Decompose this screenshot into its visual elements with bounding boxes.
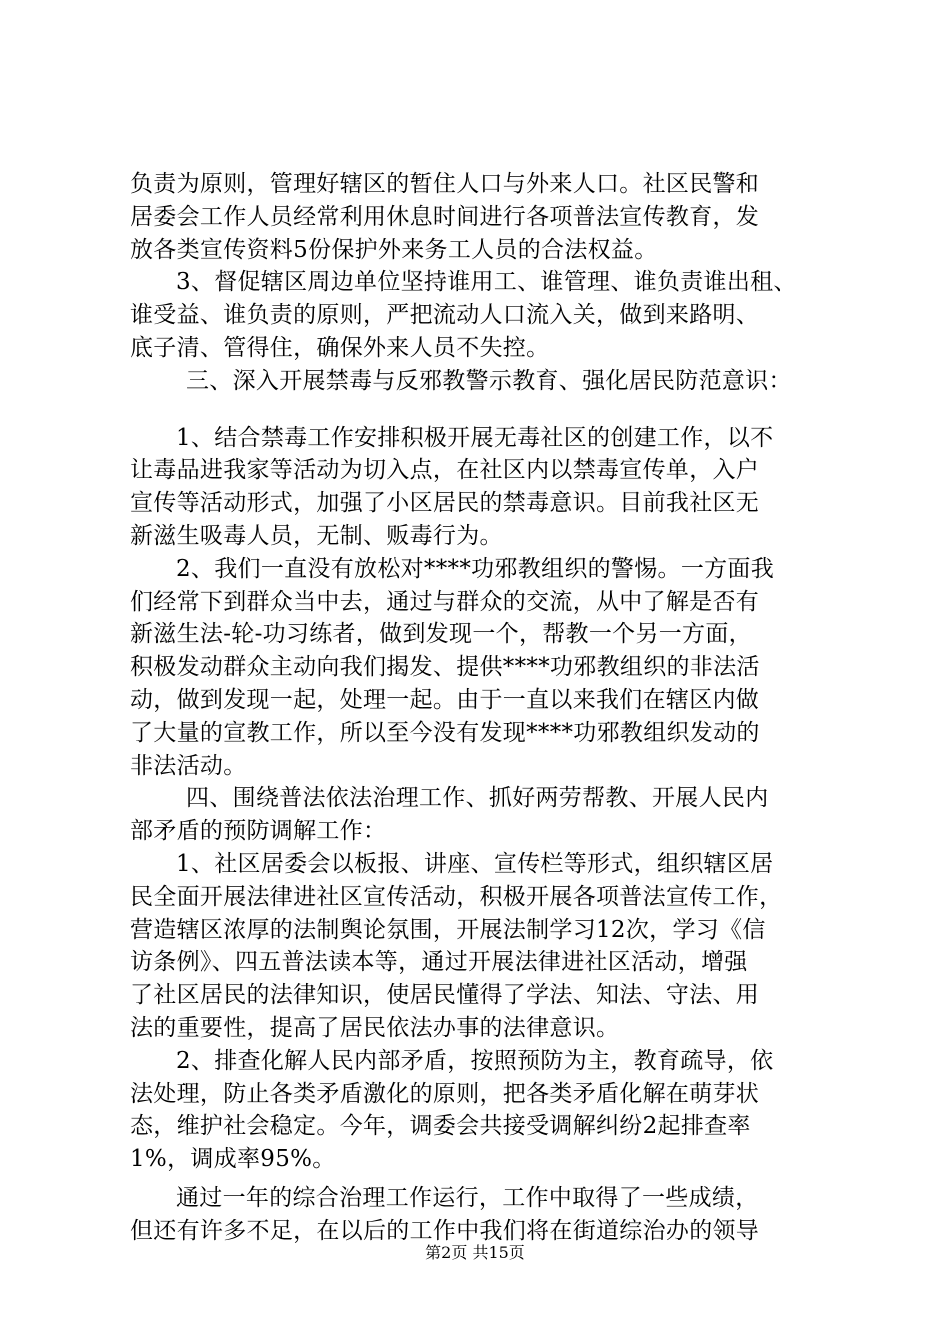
text-line: 2、排查化解人民内部矛盾，按照预防为主，教育疏导，依 [176, 1047, 774, 1074]
text-line: 动，做到发现一起，处理一起。由于一直以来我们在辖区内做 [130, 686, 760, 713]
text-line: 访条例》、四五普法读本等，通过开展法律进社区活动，增强 [130, 949, 748, 976]
text-line: 通过一年的综合治理工作运行，工作中取得了一些成绩， [176, 1184, 759, 1211]
page-footer [0, 1243, 950, 1263]
text-line: 3、督促辖区周边单位坚持谁用工、谁管理、谁负责谁出租、 [176, 269, 797, 296]
text-line: 谁受益、谁负责的原则，严把流动人口流入关，做到来路明、 [130, 302, 760, 329]
text-line: 新滋生吸毒人员，无制、贩毒行为。 [130, 522, 503, 549]
text-line: 们经常下到群众当中去，通过与群众的交流，从中了解是否有 [130, 588, 760, 615]
text-line: 法处理，防止各类矛盾激化的原则，把各类矛盾化解在萌芽状 [130, 1080, 760, 1107]
text-line: 宣传等活动形式，加强了小区居民的禁毒意识。目前我社区无 [130, 490, 760, 517]
text-line: 积极发动群众主动向我们揭发、提供****功邪教组织的非法活 [130, 654, 760, 681]
page-number-label: 第2页 共15页 [425, 1243, 525, 1262]
text-line: 态，维护社会稳定。今年，调委会共接受调解纠纷2起排查率 [130, 1113, 751, 1140]
text-line: 新滋生法-轮-功习练者，做到发现一个，帮教一个另一方面， [130, 621, 752, 648]
text-line: 非法活动。 [130, 752, 247, 779]
text-line: 放各类宣传资料5份保护外来务工人员的合法权益。 [130, 236, 658, 263]
text-line: 让毒品进我家等活动为切入点，在社区内以禁毒宣传单，入户 [130, 457, 760, 484]
text-line: 1、社区居委会以板报、讲座、宣传栏等形式，组织辖区居 [176, 850, 774, 877]
text-line: 1%，调成率95%。 [130, 1146, 336, 1173]
text-line: 法的重要性，提高了居民依法办事的法律意识。 [130, 1014, 620, 1041]
section-heading: 三、深入开展禁毒与反邪教警示教育、强化居民防范意识： [186, 367, 792, 394]
text-line: 2、我们一直没有放松对****功邪教组织的警惕。一方面我 [176, 555, 775, 582]
text-line: 了社区居民的法律知识，使居民懂得了学法、知法、守法、用 [130, 982, 760, 1009]
text-line: 营造辖区浓厚的法制舆论氛围，开展法制学习12次，学习《信 [130, 916, 766, 943]
section-heading: 四、围绕普法依法治理工作、抓好两劳帮教、开展人民内 [186, 785, 769, 812]
text-line: 但还有许多不足，在以后的工作中我们将在街道综治办的领导 [130, 1217, 760, 1244]
text-line: 居委会工作人员经常利用休息时间进行各项普法宣传教育，发 [130, 203, 760, 230]
text-line: 底子清、管得住，确保外来人员不失控。 [130, 334, 550, 361]
text-line: 1、结合禁毒工作安排积极开展无毒社区的创建工作，以不 [176, 424, 774, 451]
text-line: 负责为原则，管理好辖区的暂住人口与外来人口。社区民警和 [130, 171, 760, 197]
document-body [130, 168, 835, 1248]
text-line: 部矛盾的预防调解工作： [130, 818, 387, 845]
paragraph-gap [130, 398, 835, 422]
text-line: 民全面开展法律进社区宣传活动，积极开展各项普法宣传工作， [130, 883, 783, 910]
text-line: 了大量的宣教工作，所以至今没有发现****功邪教组织发动的 [130, 719, 760, 746]
